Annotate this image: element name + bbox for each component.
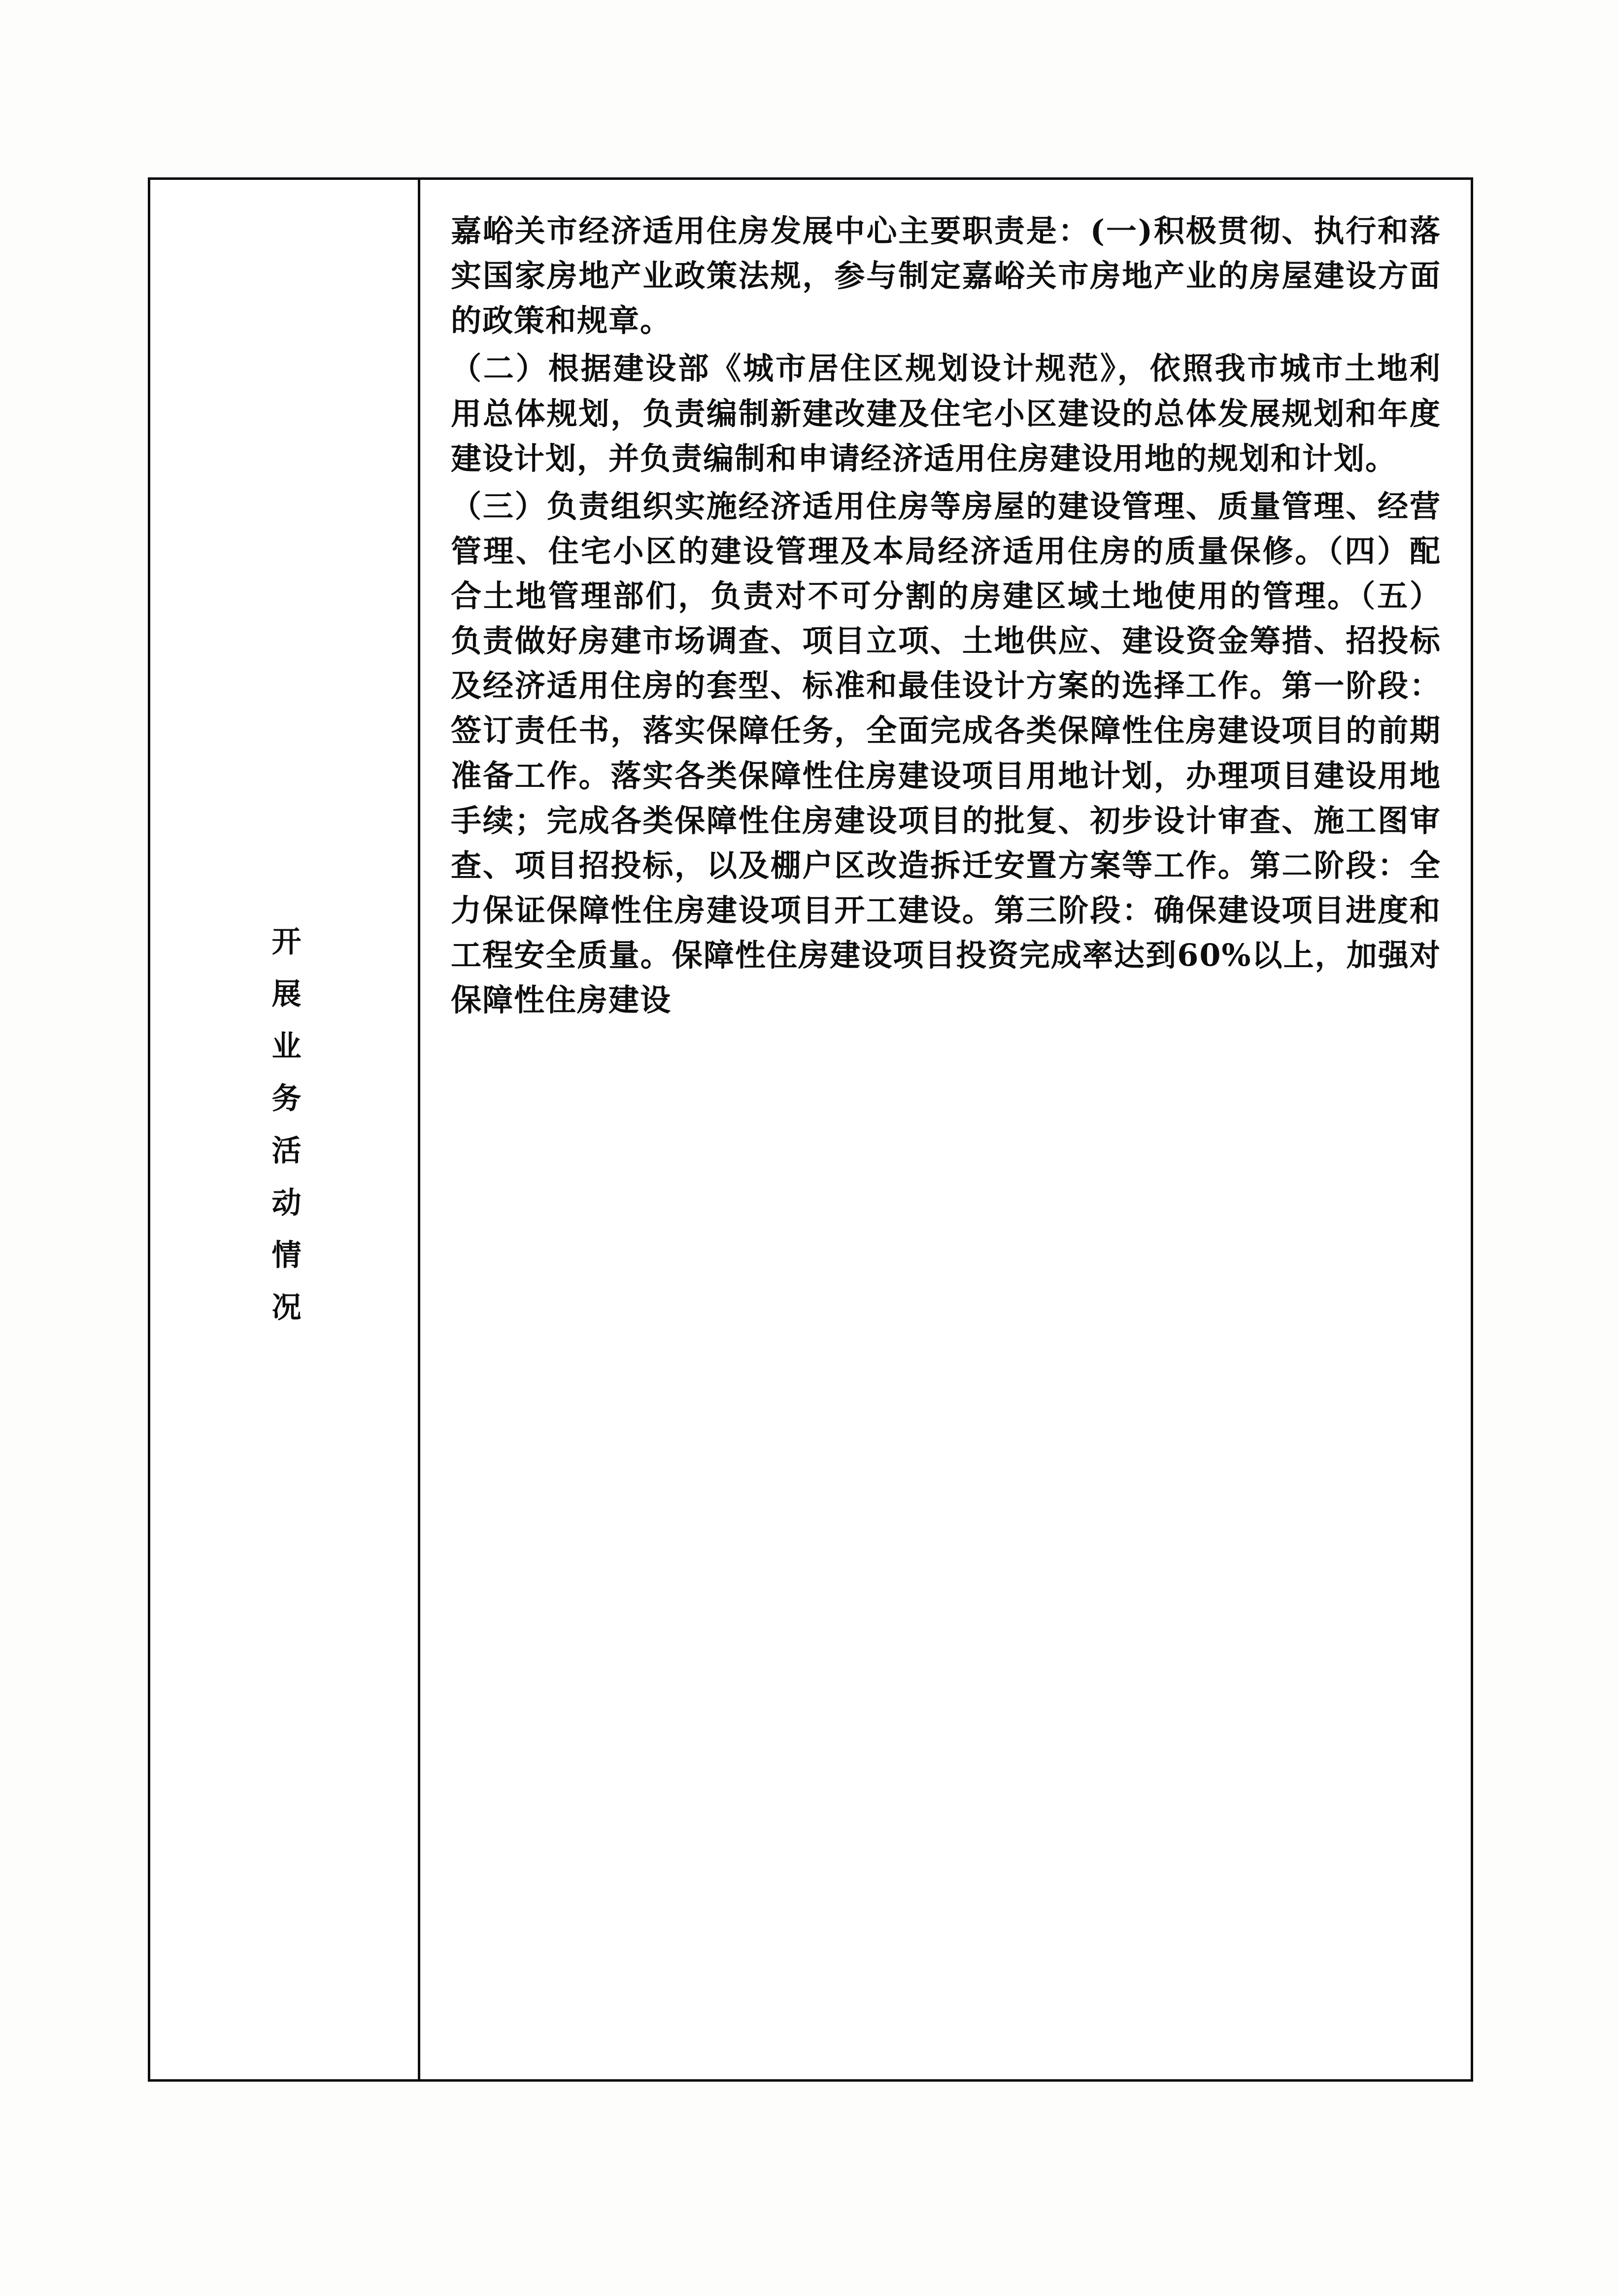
content-paragraph-3: （三）负责组织实施经济适用住房等房屋的建设管理、质量管理、经营管理、住宅小区的建设管理及本局经济适用住房的质量保修。（四）配合土地管理部们，负责对不可分割的房建区域土地使用的管理。（五）负责做好房建市场调查、项目立项、土地供应、建设资金筹措、招投标及经济适用住房的套型、标准和最佳设计方案的选择工作。第一阶段：签订责任书，落实保障任务，全面完成各类保障性住房建设项目的前期准备工作。落实各类保障性住房建设项目用地计划，办理项目建设用地手续；完成各类保障性住房建设项目的批复、初步设计审查、施工图审查、项目招投标，以及棚户区改造拆迁安置方案等工作。第二阶段：全力保证保障性住房建设项目开工建设。第三阶段：确保建设项目进度和工程安全质量。保障性住房建设项目投资完成率达到60%以上，加强对保障性住房建设: [451, 488, 1441, 1018]
table-content-cell: [420, 180, 1471, 2079]
content-paragraph-2: （二）根据建设部《城市居住区规划设计规范》，依照我市城市土地利用总体规划，负责编制新建改建及住宅小区建设的总体发展规划和年度建设计划，并负责编制和申请经济适用住房建设用地的规划和计划。: [451, 350, 1441, 476]
info-table: [148, 177, 1473, 2082]
table-row-label: 开展业务活动情况: [267, 925, 302, 1344]
table-label-cell: [150, 180, 420, 2079]
content-paragraph-1: 嘉峪关市经济适用住房发展中心主要职责是：(一)积极贯彻、执行和落实国家房地产业政策法规，参与制定嘉峪关市房地产业的房屋建设方面的政策和规章。: [451, 213, 1441, 339]
page-footer-marks: [0, 2217, 1619, 2257]
